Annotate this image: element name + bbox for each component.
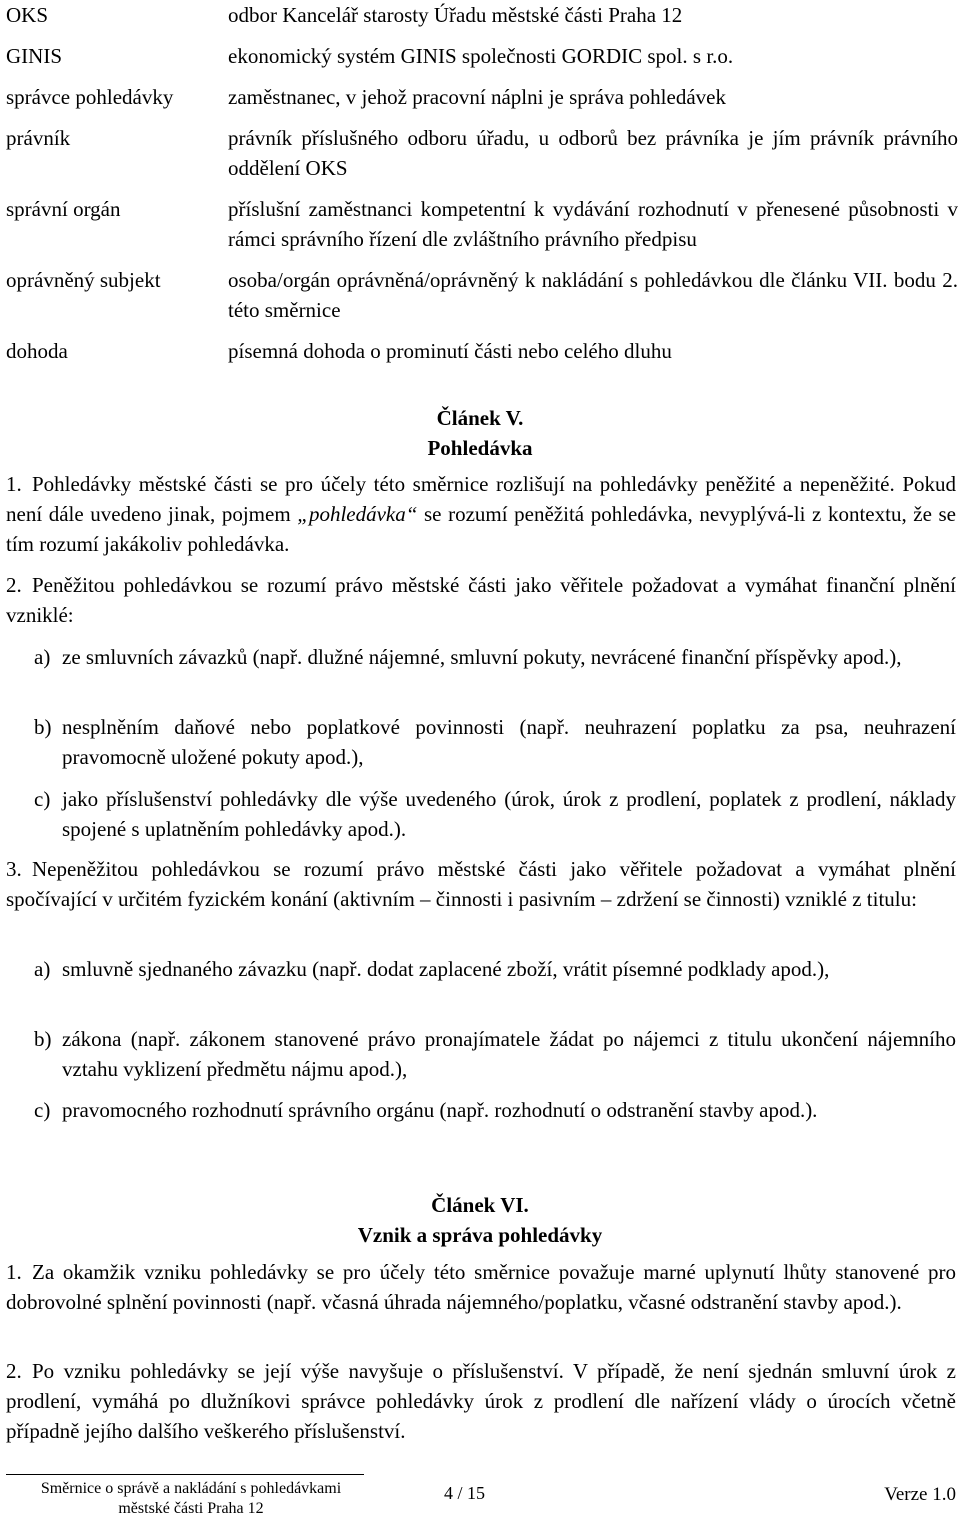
paragraph-number: 1. (6, 1260, 22, 1284)
paragraph-text: Za okamžik vzniku pohledávky se pro účely této směrnice považuje marné uplynutí lhůty stanovené pro dobrovolné splnění povinnosti (např. včasná úhrada nájemného/poplatku, včasné odstranění stavby apod.). (6, 1260, 956, 1314)
definition-term: GINIS (6, 44, 62, 68)
paragraph-number: 2. (6, 1359, 22, 1383)
footer-document-line: městské části Praha 12 (118, 1500, 264, 1517)
page-number: 4 / 15 (444, 1483, 486, 1503)
paragraph-number: 1. (6, 472, 22, 496)
paragraph-text: Nepeněžitou pohledávkou se rozumí právo městské části jako věřitele požadovat a vymáhat plnění spočívající v určitém fyzickém konání (aktivním – činnosti i pasivním – zdržení se činnosti) vzniklé z titulu: (6, 857, 956, 911)
definition-desc: písemná dohoda o prominutí části nebo celého dluhu (228, 339, 672, 363)
list-item (34, 784, 956, 844)
definition-row (6, 265, 960, 325)
definition-term: oprávněný subjekt (6, 268, 161, 292)
list-text: zákona (např. zákonem stanovené právo pronajímatele žádat po nájemci z titulu ukončení nájemního vztahu vyklizení předmětu nájmu apod.), (62, 1027, 956, 1081)
definitions-table (6, 0, 960, 377)
list-item (34, 642, 956, 672)
definition-desc: příslušní zaměstnanci kompetentní k vydávání rozhodnutí v přenesené působnosti v rámci správního řízení dle zvláštního právního předpisu (228, 197, 958, 251)
definition-desc: odbor Kancelář starosty Úřadu městské části Praha 12 (228, 3, 683, 27)
list-item (34, 1024, 956, 1084)
footer-document-title (30, 1479, 352, 1519)
article-5-paragraph-3 (6, 854, 956, 914)
list-text: pravomocného rozhodnutí správního orgánu (např. rozhodnutí o odstranění stavby apod.). (62, 1098, 818, 1122)
definition-row (6, 82, 960, 112)
definition-desc: právník příslušného odboru úřadu, u odborů bez právníka je jím právník právního oddělení OKS (228, 126, 958, 180)
list-letter: b) (34, 715, 52, 739)
definition-term: OKS (6, 3, 49, 27)
article-5-paragraph-1 (6, 469, 956, 559)
definition-term: správní orgán (6, 197, 121, 221)
definition-desc: zaměstnanec, v jehož pracovní náplni je správa pohledávek (228, 85, 726, 109)
article-6-heading: Článek VI. (431, 1193, 529, 1217)
version-label: Verze 1.0 (884, 1484, 956, 1505)
list-letter: a) (34, 957, 51, 981)
article-6-paragraph-1 (6, 1257, 956, 1317)
list-letter: c) (34, 787, 51, 811)
definition-term: právník (6, 126, 71, 150)
definition-row (6, 0, 960, 30)
paragraph-text: Po vzniku pohledávky se její výše navyšuje o příslušenství. V případě, že není sjednán smluvní úrok z prodlení, vymáhá po dlužníkovi správce pohledávky úrok z prodlení dle nařízení vlády o úrocích včetně případně jejího dalšího veškerého příslušenství. (6, 1359, 956, 1443)
list-text: jako příslušenství pohledávky dle výše uvedeného (úrok, úrok z prodlení, poplatek z prodlení, náklady spojené s uplatněním pohledávky apod.). (62, 787, 956, 841)
footer-document-line: Směrnice o správě a nakládání s pohledávkami (40, 1480, 342, 1497)
paragraph-text-part: se rozumí peněžitá pohledávka, nevyplývá-li z kontextu, že se tím rozumí jakákoliv pohledávka. (6, 502, 956, 556)
list-text: smluvně sjednaného závazku (např. dodat zaplacené zboží, vrátit písemné podklady apod.), (62, 957, 830, 981)
definition-desc: osoba/orgán oprávněná/oprávněný k nakládání s pohledávkou dle článku VII. bodu 2. této směrnice (228, 268, 958, 322)
paragraph-text (6, 469, 956, 559)
definition-desc: ekonomický systém GINIS společnosti GORDIC spol. s r.o. (228, 44, 734, 68)
paragraph-text-part: Pohledávky městské části se pro účely této směrnice rozlišují na pohledávky peněžité a nepeněžité. Pokud není dále uvedeno jinak, pojmem (6, 472, 956, 526)
paragraph-number: 2. (6, 573, 22, 597)
paragraph-number: 3. (6, 857, 22, 881)
definition-row (6, 336, 960, 366)
article-5-paragraph-2 (6, 570, 956, 630)
definition-term: správce pohledávky (6, 85, 174, 109)
paragraph-text: Peněžitou pohledávkou se rozumí právo městské části jako věřitele požadovat a vymáhat finanční plnění vzniklé: (6, 573, 956, 627)
definition-row (6, 123, 960, 183)
article-6-title: Vznik a správa pohledávky (357, 1223, 603, 1247)
article-5-title: Pohledávka (427, 436, 533, 460)
list-item (34, 1095, 956, 1125)
list-item (34, 712, 956, 772)
list-text: ze smluvních závazků (např. dlužné nájemné, smluvní pokuty, nevrácené finanční příspěvky apod.), (62, 645, 902, 669)
list-text: nesplněním daňové nebo poplatkové povinnosti (např. neuhrazení poplatku za psa, neuhrazení pravomocně uložené pokuty apod.), (62, 715, 956, 769)
definition-term: dohoda (6, 339, 68, 363)
defined-term: „pohledávka“ (297, 502, 418, 526)
article-5-heading: Článek V. (436, 406, 524, 430)
list-letter: c) (34, 1098, 51, 1122)
definition-row (6, 194, 960, 254)
list-letter: b) (34, 1027, 52, 1051)
footer-divider (6, 1474, 364, 1475)
list-letter: a) (34, 645, 51, 669)
list-item (34, 954, 956, 984)
article-6-paragraph-2 (6, 1356, 956, 1446)
definition-row (6, 41, 960, 71)
